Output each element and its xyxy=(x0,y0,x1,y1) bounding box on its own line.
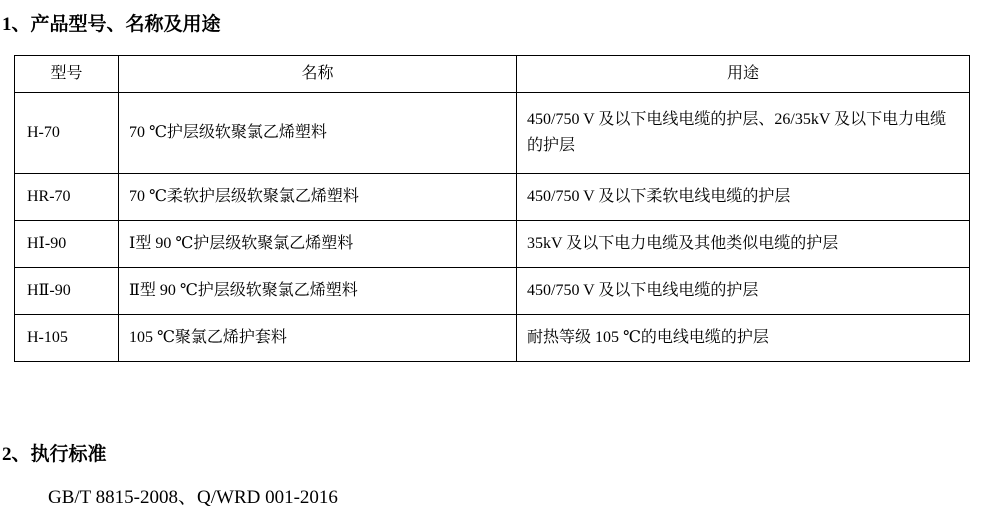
table-row xyxy=(15,174,970,221)
product-spec-table xyxy=(14,55,970,362)
cell-model: HⅠ-90 xyxy=(15,221,119,268)
cell-model: HR-70 xyxy=(15,174,119,221)
column-header-model: 型号 xyxy=(15,56,119,93)
table-header-row xyxy=(15,56,970,93)
cell-model: H-105 xyxy=(15,315,119,362)
column-header-name: 名称 xyxy=(119,56,517,93)
standards-reference-text: GB/T 8815-2008、Q/WRD 001-2016 xyxy=(48,487,338,508)
section-heading-standards: 2、执行标准 xyxy=(2,444,107,465)
column-header-use: 用途 xyxy=(517,56,970,93)
cell-model: H-70 xyxy=(15,93,119,174)
cell-name: 105 ℃聚氯乙烯护套料 xyxy=(119,315,517,362)
table-row xyxy=(15,315,970,362)
cell-name: 70 ℃护层级软聚氯乙烯塑料 xyxy=(119,93,517,174)
cell-use: 耐热等级 105 ℃的电线电缆的护层 xyxy=(517,315,970,362)
table-row xyxy=(15,93,970,174)
table-row xyxy=(15,221,970,268)
cell-model: HⅡ-90 xyxy=(15,268,119,315)
table-row xyxy=(15,268,970,315)
cell-name: Ⅰ型 90 ℃护层级软聚氯乙烯塑料 xyxy=(119,221,517,268)
cell-name: Ⅱ型 90 ℃护层级软聚氯乙烯塑料 xyxy=(119,268,517,315)
cell-use: 450/750 V 及以下柔软电线电缆的护层 xyxy=(517,174,970,221)
cell-use: 450/750 V 及以下电线电缆的护层 xyxy=(517,268,970,315)
cell-use: 450/750 V 及以下电线电缆的护层、26/35kV 及以下电力电缆的护层 xyxy=(517,93,970,174)
cell-name: 70 ℃柔软护层级软聚氯乙烯塑料 xyxy=(119,174,517,221)
section-heading-products: 1、产品型号、名称及用途 xyxy=(2,14,221,35)
cell-use: 35kV 及以下电力电缆及其他类似电缆的护层 xyxy=(517,221,970,268)
